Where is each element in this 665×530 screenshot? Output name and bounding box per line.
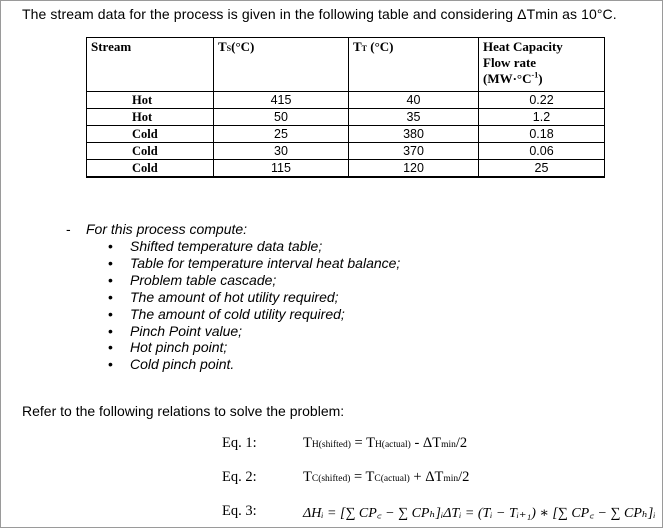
- eq1-lhs: T: [303, 435, 312, 451]
- eq2-rhs-subscript: min: [443, 474, 459, 484]
- list-item: [108, 356, 400, 373]
- list-item: [108, 306, 400, 323]
- eq1-formula: [303, 435, 467, 452]
- table-row: [87, 109, 605, 126]
- stream-type-cell: Hot: [87, 92, 214, 109]
- header-heat-capacity-line3: [483, 71, 583, 87]
- header-heat-capacity-line1: Heat Capacity: [483, 39, 563, 54]
- eq1-rhs-subscript: min: [441, 440, 456, 450]
- task-text: The amount of hot utility required;: [130, 288, 339, 305]
- header-target-temp: [349, 38, 479, 92]
- header-stream: Stream: [87, 38, 214, 92]
- eq1-mid: = T: [350, 435, 375, 451]
- header-heat-capacity-close: ): [538, 71, 543, 86]
- eq2-tail: /2: [458, 469, 470, 485]
- bullet-icon: •: [108, 254, 113, 271]
- intro-text: The stream data for the process is given in the following table and considering ΔTmin as 10°C.: [22, 6, 617, 22]
- header-heat-capacity: [479, 38, 605, 92]
- list-item: [108, 272, 400, 289]
- heat-capacity-cell: 0.06: [479, 143, 605, 160]
- eq1-lhs-subscript: H(shifted): [311, 440, 351, 450]
- bullet-icon: •: [108, 322, 113, 339]
- eq2-label: Eq. 2:: [222, 469, 257, 485]
- task-text: Problem table cascade;: [130, 271, 277, 288]
- target-temp-cell: 380: [349, 126, 479, 143]
- stream-type-cell: Hot: [87, 109, 214, 126]
- heat-capacity-cell: 0.22: [479, 92, 605, 109]
- header-heat-capacity-unit: (MW·°C: [483, 71, 532, 86]
- supply-temp-cell: 50: [214, 109, 349, 126]
- heat-capacity-cell: 1.2: [479, 109, 605, 126]
- target-temp-cell: 35: [349, 109, 479, 126]
- table-row: [87, 92, 605, 109]
- bullet-icon: •: [108, 339, 113, 356]
- eq1-label: Eq. 1:: [222, 435, 257, 451]
- eq3-label: Eq. 3:: [222, 503, 257, 519]
- header-supply-temp-subscript: S: [226, 44, 232, 53]
- header-heat-capacity-exponent: -1: [531, 70, 539, 80]
- header-target-temp-unit: (°C): [367, 39, 394, 54]
- refer-text: Refer to the following relations to solve the problem:: [22, 403, 345, 419]
- list-item: [108, 323, 400, 340]
- target-temp-cell: 40: [349, 92, 479, 109]
- eq1-tail: /2: [455, 435, 468, 451]
- table-row: [87, 160, 605, 178]
- bullet-icon: •: [108, 305, 113, 322]
- header-heat-capacity-line2: Flow rate: [483, 55, 537, 70]
- bullet-icon: •: [108, 356, 113, 373]
- supply-temp-cell: 115: [214, 160, 349, 178]
- list-item: [108, 255, 400, 272]
- compute-lead-text: For this process compute:: [86, 221, 248, 237]
- task-text: Shifted temperature data table;: [130, 238, 323, 254]
- eq1-mid-subscript: H(actual): [374, 440, 411, 450]
- table-row: [87, 143, 605, 160]
- eq2-mid-subscript: C(actual): [374, 474, 410, 484]
- eq2-mid: = T: [350, 469, 375, 485]
- target-temp-cell: 120: [349, 160, 479, 178]
- eq3-formula: ΔHᵢ = [∑ CP꜀ − ∑ CPₕ]ᵢΔTᵢ = (Tᵢ − Tᵢ₊₁) ∗ [∑ CP꜀ − ∑ CPₕ]ᵢ: [303, 506, 656, 521]
- task-text: Hot pinch point;: [130, 339, 228, 356]
- heat-capacity-cell: 0.18: [479, 126, 605, 143]
- stream-type-cell: Cold: [87, 160, 214, 178]
- compute-dash: -: [66, 221, 71, 237]
- supply-temp-cell: 415: [214, 92, 349, 109]
- eq1-rhs: - ΔT: [410, 435, 442, 451]
- eq2-lhs: T: [303, 469, 312, 485]
- supply-temp-cell: 25: [214, 126, 349, 143]
- task-text: Table for temperature interval heat balance;: [130, 254, 401, 271]
- list-item: [108, 339, 400, 356]
- supply-temp-cell: 30: [214, 143, 349, 160]
- task-text: Cold pinch point.: [130, 356, 235, 373]
- stream-type-cell: Cold: [87, 126, 214, 143]
- task-list: [108, 238, 400, 373]
- bullet-icon: •: [108, 238, 113, 254]
- bullet-icon: •: [108, 288, 113, 305]
- stream-data-table: [86, 37, 605, 178]
- eq2-lhs-subscript: C(shifted): [311, 474, 351, 484]
- header-supply-temp-symbol: T: [218, 39, 227, 54]
- eq2-rhs: + ΔT: [409, 469, 444, 485]
- header-target-temp-subscript: T: [361, 44, 368, 53]
- stream-type-cell: Cold: [87, 143, 214, 160]
- task-text: Pinch Point value;: [130, 322, 243, 339]
- header-supply-temp: [214, 38, 349, 92]
- heat-capacity-cell: 25: [479, 160, 605, 178]
- list-item: [108, 238, 400, 255]
- table-header-row: [87, 38, 605, 92]
- header-supply-temp-unit: (°C): [231, 39, 255, 54]
- target-temp-cell: 370: [349, 143, 479, 160]
- table-row: [87, 126, 605, 143]
- task-text: The amount of cold utility required;: [130, 305, 345, 322]
- bullet-icon: •: [108, 271, 113, 288]
- list-item: [108, 289, 400, 306]
- eq2-formula: [303, 469, 469, 486]
- header-target-temp-symbol: T: [353, 39, 362, 54]
